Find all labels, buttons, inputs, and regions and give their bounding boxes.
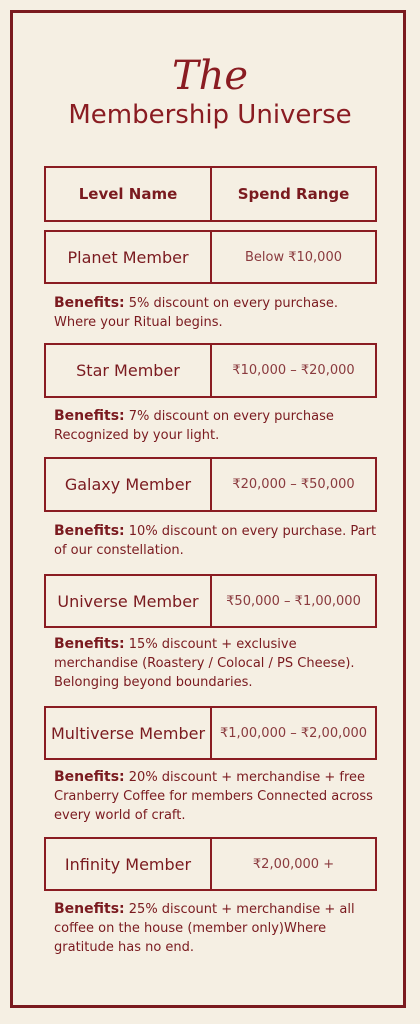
benefits-text: 15% discount + exclusive merchandise (Roastery / Colocal / PS Cheese). Belonging beyond boundaries. bbox=[54, 637, 355, 690]
level-name-galaxy: Galaxy Member bbox=[44, 457, 212, 512]
spend-range-multiverse: ₹1,00,000 – ₹2,00,000 bbox=[210, 706, 377, 760]
benefits-label: Benefits: bbox=[54, 901, 125, 917]
benefits-planet bbox=[54, 294, 384, 332]
benefits-label: Benefits: bbox=[54, 408, 125, 424]
spend-range-star: ₹10,000 – ₹20,000 bbox=[210, 343, 377, 398]
benefits-universe bbox=[54, 635, 384, 692]
benefits-label: Benefits: bbox=[54, 295, 125, 311]
spend-range-planet: Below ₹10,000 bbox=[210, 230, 377, 284]
level-name-infinity: Infinity Member bbox=[44, 837, 212, 891]
spend-range-universe: ₹50,000 – ₹1,00,000 bbox=[210, 574, 377, 628]
benefits-multiverse bbox=[54, 768, 384, 825]
benefits-label: Benefits: bbox=[54, 769, 125, 785]
title-prefix: The bbox=[171, 53, 249, 99]
level-name-multiverse: Multiverse Member bbox=[44, 706, 212, 760]
benefits-text: 10% discount on every purchase. Part of our constellation. bbox=[54, 524, 377, 558]
spend-range-infinity: ₹2,00,000 + bbox=[210, 837, 377, 891]
benefits-label: Benefits: bbox=[54, 523, 125, 539]
benefits-text: 25% discount + merchandise + all coffee on the house (member only)Where gratitude has no end. bbox=[54, 902, 355, 955]
benefits-label: Benefits: bbox=[54, 636, 125, 652]
level-name-planet: Planet Member bbox=[44, 230, 212, 284]
benefits-text: 7% discount on every purchase Recognized by your light. bbox=[54, 409, 334, 443]
benefits-star bbox=[54, 407, 384, 445]
benefits-text: 5% discount on every purchase. Where your Ritual begins. bbox=[54, 296, 338, 330]
header-level-name: Level Name bbox=[44, 166, 212, 222]
benefits-infinity bbox=[54, 900, 384, 957]
benefits-galaxy bbox=[54, 522, 384, 560]
benefits-text: 20% discount + merchandise + free Cranberry Coffee for members Connected across every world of craft. bbox=[54, 770, 373, 823]
level-name-universe: Universe Member bbox=[44, 574, 212, 628]
spend-range-galaxy: ₹20,000 – ₹50,000 bbox=[210, 457, 377, 512]
level-name-star: Star Member bbox=[44, 343, 212, 398]
header-spend-range: Spend Range bbox=[210, 166, 377, 222]
page-title: Membership Universe bbox=[68, 100, 352, 130]
